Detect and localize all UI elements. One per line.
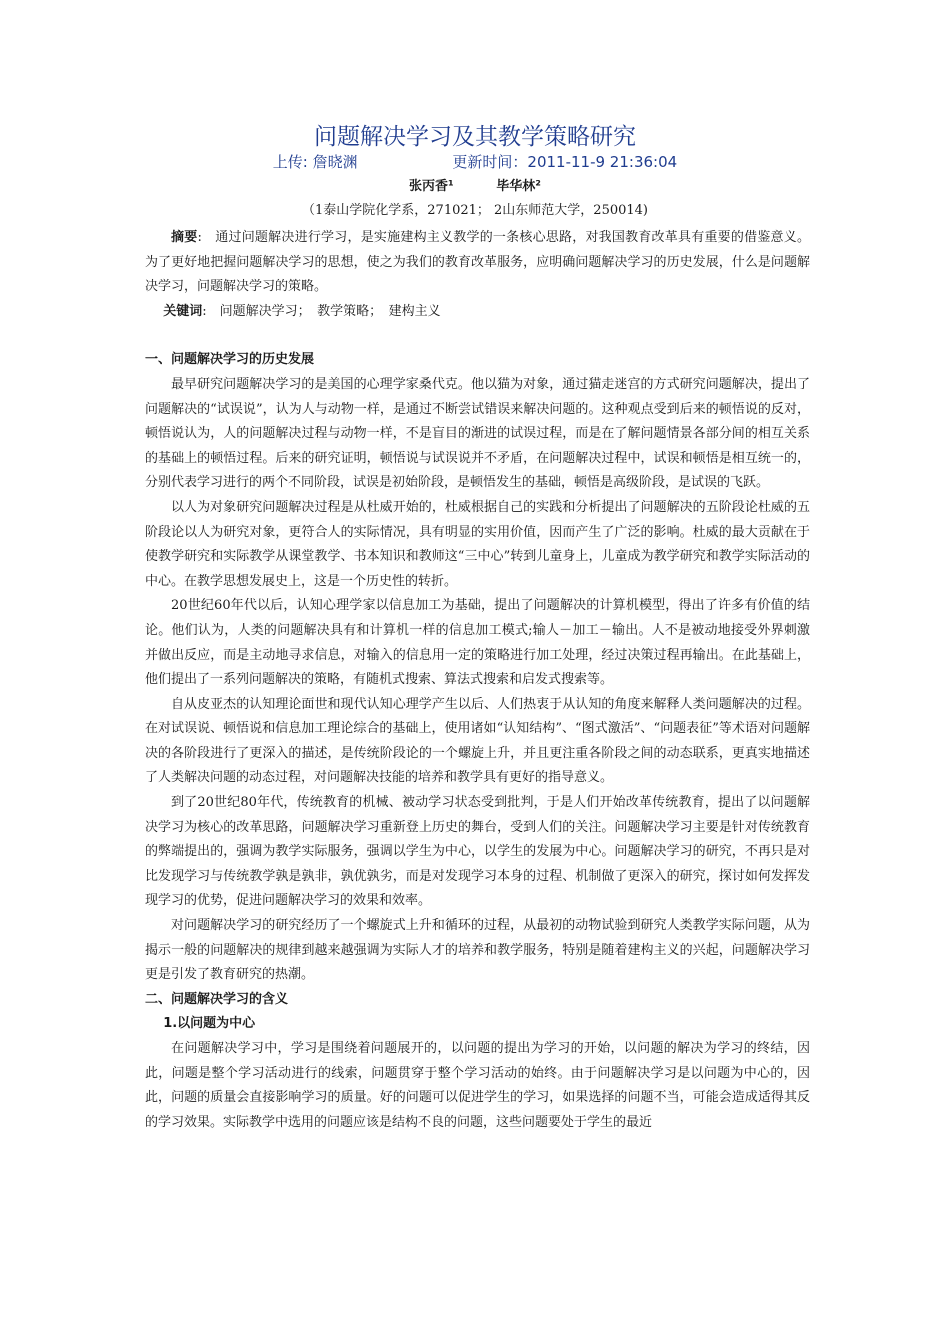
uploader: 上传: 詹晓渊 xyxy=(272,153,358,171)
abstract-text: : 通过问题解决进行学习，是实施建构主义教学的一条核心思路，对我国教育改革具有重要的借鉴意义。为了更好地把握问题解决学习的思想，使之为我们的教育改革服务，应明确问题解决学习的历史发展，什么是问题解决学习，问题解决学习的策略。 xyxy=(145,230,810,295)
author-2: 毕华林² xyxy=(496,179,541,194)
paragraph: 自从皮亚杰的认知理论面世和现代认知心理学产生以后、人们热衷于从认知的角度来解释人类问题解决的过程。在对试误说、顿悟说和信息加工理论综合的基础上，使用诸如“认知结构”、“图式激活”、“问题表征”等术语对问题解决的各阶段进行了更深入的描述，是传统阶段论的一个螺旋上升，并且更注重各阶段之间的动态联系，更真实地描述了人类解决问题的动态过程，对问题解决技能的培养和教学具有更好的指导意义。 xyxy=(145,696,810,786)
affiliation: （1泰山学院化学系，271021； 2山东师范大学，250014) xyxy=(302,203,648,218)
abstract-label: 摘要 xyxy=(171,230,198,245)
abstract xyxy=(145,226,810,300)
paragraph: 最早研究问题解决学习的是美国的心理学家桑代克。他以猫为对象，通过猫走迷宫的方式研究问题解决，提出了问题解决的“试误说”，认为人与动物一样，是通过不断尝试错误来解决问题的。这种观点受到后来的顿悟说的反对，顿悟说认为，人的问题解决过程与动物一样，不是盲目的渐进的试误过程，而是在了解问题情景各部分间的相互关系的基础上的顿悟过程。后来的研究证明，顿悟说与试误说并不矛盾，在问题解决过程中，试误和顿悟是相互统一的，分别代表学习进行的两个不同阶段，试误是初始阶段，是顿悟发生的基础，顿悟是高级阶段，是试误的飞跃。 xyxy=(145,376,810,491)
keywords-text: : 问题解决学习； 教学策略； 建构主义 xyxy=(202,303,441,319)
paragraph: 到了20世纪80年代，传统教育的机械、被动学习状态受到批判，于是人们开始改革传统教育，提出了以问题解决学习为核心的改革思路，问题解决学习重新登上历史的舞台，受到人们的关注。问题解决学习主要是针对传统教育的弊端提出的，强调为教学实际服务，强调以学生为中心，以学生的发展为中心。问题解决学习的研究，不再只是对比发现学习与传统教学孰是孰非，孰优孰劣，而是对发现学习本身的过程、机制做了更深入的研究，探讨如何发挥发现学习的优势，促进问题解决学习的效果和效率。 xyxy=(145,795,810,909)
author-1: 张丙香¹ xyxy=(409,179,454,194)
update-time: 更新时间：2011-11-9 21:36:04 xyxy=(452,153,678,171)
keywords xyxy=(145,300,810,325)
spacer xyxy=(145,324,810,348)
article-body xyxy=(145,226,810,1135)
paragraph: 对问题解决学习的研究经历了一个螺旋式上升和循环的过程，从最初的动物试验到研究人类教学实际问题，从为揭示一般的问题解决的规律到越来越强调为实际人才的培养和教学服务，特别是随着建构主义的兴起，问题解决学习更是引发了教育研究的热潮。 xyxy=(145,918,810,983)
subsection-heading: 1.以问题为中心 xyxy=(163,1016,256,1032)
section-1-heading: 一、问题解决学习的历史发展 xyxy=(145,352,315,368)
paragraph: 20世纪60年代以后，认知心理学家以信息加工为基础，提出了问题解决的计算机模型，得出了许多有价值的结论。他们认为，人类的问题解决具有和计算机一样的信息加工模式;输人－加工－输出。人不是被动地接受外界刺激并做出反应，而是主动地寻求信息，对输入的信息用一定的策略进行加工处理，经过决策过程再输出。在此基础上，他们提出了一系列问题解决的策略，有随机式搜索、算法式搜索和启发式搜索等。 xyxy=(145,598,810,688)
paragraph: 以人为对象研究问题解决过程是从杜威开始的，杜威根据自己的实践和分析提出了问题解决的五阶段论杜威的五阶段论以人为研究对象，更符合人的实际情况，具有明显的实用价值，因而产生了广泛的影响。杜威的最大贡献在于使教学研究和实际教学从课堂教学、书本知识和教师这“三中心”转到儿童身上，儿童成为教学研究和教学实际活动的中心。在教学思想发展史上，这是一个历史性的转折。 xyxy=(145,499,810,589)
upload-meta xyxy=(0,152,950,172)
author-line xyxy=(0,178,950,196)
section-2-heading: 二、问题解决学习的含义 xyxy=(145,991,289,1007)
keywords-label: 关键词 xyxy=(163,303,203,319)
document-title: 问题解决学习及其教学策略研究 xyxy=(314,124,636,150)
paragraph: 在问题解决学习中，学习是围绕着问题展开的，以问题的提出为学习的开始，以问题的解决为学习的终结，因此，问题是整个学习活动进行的线索，问题贯穿于整个学习活动的始终。由于问题解决学习是以问题为中心的，因此，问题的质量会直接影响学习的质量。好的问题可以促进学生的学习，如果选择的问题不当，可能会造成适得其反的学习效果。实际教学中选用的问题应该是结构不良的问题，这些问题要处于学生的最近 xyxy=(145,1041,810,1130)
